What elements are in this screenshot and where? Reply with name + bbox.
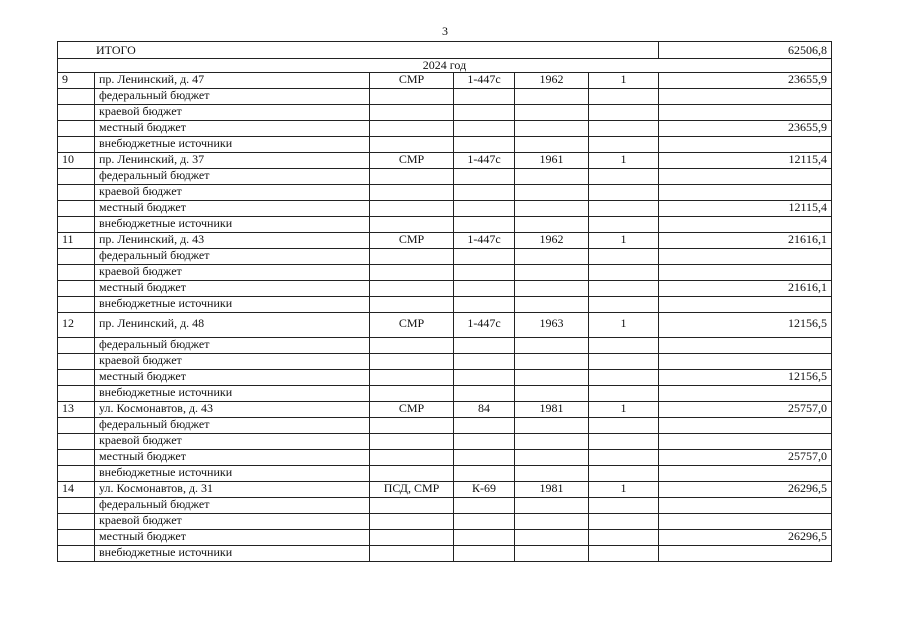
empty-cell bbox=[370, 450, 454, 466]
empty-cell bbox=[58, 450, 95, 466]
empty-cell bbox=[515, 105, 589, 121]
budget-amount: 12115,4 bbox=[659, 201, 832, 217]
empty-cell bbox=[454, 338, 515, 354]
budget-source: местный бюджет bbox=[95, 281, 370, 297]
budget-amount bbox=[659, 498, 832, 514]
empty-cell bbox=[589, 169, 659, 185]
budget-amount: 23655,9 bbox=[659, 121, 832, 137]
budget-source: внебюджетные источники bbox=[95, 546, 370, 562]
object-count: 1 bbox=[589, 153, 659, 169]
object-row bbox=[58, 402, 832, 418]
year-header-row bbox=[58, 59, 832, 73]
empty-cell bbox=[589, 201, 659, 217]
budget-amount bbox=[659, 249, 832, 265]
empty-cell bbox=[454, 249, 515, 265]
budget-amount bbox=[659, 354, 832, 370]
building-series: 1-447с bbox=[454, 153, 515, 169]
empty-cell bbox=[589, 217, 659, 233]
empty-cell bbox=[58, 338, 95, 354]
budget-row bbox=[58, 201, 832, 217]
work-type: СМР bbox=[370, 313, 454, 338]
object-count: 1 bbox=[589, 73, 659, 89]
building-series: К-69 bbox=[454, 482, 515, 498]
budget-source: краевой бюджет bbox=[95, 265, 370, 281]
empty-cell bbox=[589, 281, 659, 297]
budget-row bbox=[58, 89, 832, 105]
empty-cell bbox=[58, 546, 95, 562]
empty-cell bbox=[58, 514, 95, 530]
empty-cell bbox=[370, 105, 454, 121]
build-year: 1962 bbox=[515, 233, 589, 249]
budget-row bbox=[58, 249, 832, 265]
budget-row bbox=[58, 498, 832, 514]
empty-cell bbox=[589, 297, 659, 313]
empty-cell bbox=[515, 546, 589, 562]
budget-amount bbox=[659, 434, 832, 450]
empty-cell bbox=[589, 434, 659, 450]
object-count: 1 bbox=[589, 482, 659, 498]
empty-cell bbox=[370, 265, 454, 281]
empty-cell bbox=[454, 418, 515, 434]
object-address: пр. Ленинский, д. 43 bbox=[95, 233, 370, 249]
empty-cell bbox=[589, 89, 659, 105]
object-amount: 12156,5 bbox=[659, 313, 832, 338]
budget-row bbox=[58, 137, 832, 153]
build-year: 1981 bbox=[515, 402, 589, 418]
empty-cell bbox=[58, 137, 95, 153]
year-header: 2024 год bbox=[58, 59, 832, 73]
building-series: 84 bbox=[454, 402, 515, 418]
budget-source: местный бюджет bbox=[95, 530, 370, 546]
object-row bbox=[58, 482, 832, 498]
empty-cell bbox=[454, 185, 515, 201]
empty-cell bbox=[58, 530, 95, 546]
build-year: 1963 bbox=[515, 313, 589, 338]
object-number: 14 bbox=[58, 482, 95, 498]
work-type: ПСД, СМР bbox=[370, 482, 454, 498]
budget-row bbox=[58, 530, 832, 546]
object-amount: 12115,4 bbox=[659, 153, 832, 169]
budget-source: внебюджетные источники bbox=[95, 217, 370, 233]
empty-cell bbox=[589, 338, 659, 354]
budget-amount bbox=[659, 338, 832, 354]
empty-cell bbox=[589, 546, 659, 562]
budget-row bbox=[58, 105, 832, 121]
empty-cell bbox=[370, 546, 454, 562]
empty-cell bbox=[370, 514, 454, 530]
budget-amount bbox=[659, 105, 832, 121]
empty-cell bbox=[370, 217, 454, 233]
budget-source: федеральный бюджет bbox=[95, 249, 370, 265]
empty-cell bbox=[589, 137, 659, 153]
build-year: 1962 bbox=[515, 73, 589, 89]
empty-cell bbox=[515, 297, 589, 313]
budget-amount bbox=[659, 217, 832, 233]
empty-cell bbox=[454, 281, 515, 297]
total-amount: 62506,8 bbox=[659, 42, 832, 59]
empty-cell bbox=[370, 137, 454, 153]
empty-cell bbox=[58, 121, 95, 137]
budget-source: краевой бюджет bbox=[95, 434, 370, 450]
empty-cell bbox=[515, 185, 589, 201]
budget-source: внебюджетные источники bbox=[95, 137, 370, 153]
object-address: пр. Ленинский, д. 37 bbox=[95, 153, 370, 169]
empty-cell bbox=[370, 185, 454, 201]
empty-cell bbox=[454, 466, 515, 482]
building-series: 1-447с bbox=[454, 233, 515, 249]
empty-cell bbox=[454, 297, 515, 313]
empty-cell bbox=[515, 249, 589, 265]
total-label: ИТОГО bbox=[58, 42, 659, 59]
budget-amount bbox=[659, 418, 832, 434]
building-series: 1-447с bbox=[454, 73, 515, 89]
budget-row bbox=[58, 169, 832, 185]
budget-row bbox=[58, 217, 832, 233]
budget-source: федеральный бюджет bbox=[95, 89, 370, 105]
budget-row bbox=[58, 121, 832, 137]
empty-cell bbox=[58, 105, 95, 121]
budget-source: местный бюджет bbox=[95, 370, 370, 386]
empty-cell bbox=[370, 434, 454, 450]
empty-cell bbox=[454, 370, 515, 386]
budget-source: внебюджетные источники bbox=[95, 466, 370, 482]
budget-row bbox=[58, 297, 832, 313]
budget-amount bbox=[659, 89, 832, 105]
empty-cell bbox=[370, 370, 454, 386]
empty-cell bbox=[515, 514, 589, 530]
empty-cell bbox=[454, 546, 515, 562]
object-amount: 26296,5 bbox=[659, 482, 832, 498]
object-row bbox=[58, 233, 832, 249]
empty-cell bbox=[370, 498, 454, 514]
empty-cell bbox=[589, 370, 659, 386]
work-type: СМР bbox=[370, 153, 454, 169]
empty-cell bbox=[589, 249, 659, 265]
empty-cell bbox=[370, 297, 454, 313]
empty-cell bbox=[58, 169, 95, 185]
object-number: 12 bbox=[58, 313, 95, 338]
empty-cell bbox=[58, 217, 95, 233]
empty-cell bbox=[370, 466, 454, 482]
budget-row bbox=[58, 354, 832, 370]
budget-source: краевой бюджет bbox=[95, 105, 370, 121]
empty-cell bbox=[589, 386, 659, 402]
empty-cell bbox=[515, 466, 589, 482]
empty-cell bbox=[454, 121, 515, 137]
empty-cell bbox=[589, 354, 659, 370]
empty-cell bbox=[515, 338, 589, 354]
empty-cell bbox=[454, 434, 515, 450]
budget-row bbox=[58, 338, 832, 354]
empty-cell bbox=[515, 201, 589, 217]
object-number: 13 bbox=[58, 402, 95, 418]
budget-source: федеральный бюджет bbox=[95, 498, 370, 514]
object-amount: 23655,9 bbox=[659, 73, 832, 89]
object-address: пр. Ленинский, д. 48 bbox=[95, 313, 370, 338]
budget-source: краевой бюджет bbox=[95, 185, 370, 201]
empty-cell bbox=[589, 450, 659, 466]
budget-row bbox=[58, 514, 832, 530]
empty-cell bbox=[454, 514, 515, 530]
empty-cell bbox=[515, 169, 589, 185]
page-number: 3 bbox=[442, 24, 448, 38]
empty-cell bbox=[454, 386, 515, 402]
build-year: 1961 bbox=[515, 153, 589, 169]
budget-amount: 21616,1 bbox=[659, 281, 832, 297]
empty-cell bbox=[370, 418, 454, 434]
budget-amount bbox=[659, 297, 832, 313]
empty-cell bbox=[370, 354, 454, 370]
empty-cell bbox=[58, 434, 95, 450]
budget-amount bbox=[659, 546, 832, 562]
empty-cell bbox=[515, 89, 589, 105]
budget-amount: 12156,5 bbox=[659, 370, 832, 386]
empty-cell bbox=[589, 185, 659, 201]
build-year: 1981 bbox=[515, 482, 589, 498]
empty-cell bbox=[370, 249, 454, 265]
object-row bbox=[58, 313, 832, 338]
object-count: 1 bbox=[589, 313, 659, 338]
budget-amount bbox=[659, 386, 832, 402]
empty-cell bbox=[589, 105, 659, 121]
empty-cell bbox=[370, 338, 454, 354]
empty-cell bbox=[515, 217, 589, 233]
total-row bbox=[58, 42, 832, 59]
budget-source: местный бюджет bbox=[95, 201, 370, 217]
empty-cell bbox=[589, 121, 659, 137]
repair-schedule-table bbox=[57, 41, 832, 562]
budget-source: краевой бюджет bbox=[95, 354, 370, 370]
object-count: 1 bbox=[589, 233, 659, 249]
object-number: 11 bbox=[58, 233, 95, 249]
empty-cell bbox=[515, 498, 589, 514]
budget-row bbox=[58, 450, 832, 466]
empty-cell bbox=[370, 530, 454, 546]
empty-cell bbox=[370, 281, 454, 297]
budget-row bbox=[58, 281, 832, 297]
empty-cell bbox=[58, 498, 95, 514]
budget-amount: 26296,5 bbox=[659, 530, 832, 546]
object-number: 9 bbox=[58, 73, 95, 89]
empty-cell bbox=[58, 89, 95, 105]
empty-cell bbox=[515, 121, 589, 137]
empty-cell bbox=[589, 466, 659, 482]
object-address: пр. Ленинский, д. 47 bbox=[95, 73, 370, 89]
empty-cell bbox=[58, 370, 95, 386]
budget-source: федеральный бюджет bbox=[95, 418, 370, 434]
empty-cell bbox=[589, 418, 659, 434]
object-address: ул. Космонавтов, д. 31 bbox=[95, 482, 370, 498]
budget-row bbox=[58, 386, 832, 402]
budget-amount bbox=[659, 185, 832, 201]
budget-source: внебюджетные источники bbox=[95, 297, 370, 313]
empty-cell bbox=[454, 105, 515, 121]
empty-cell bbox=[515, 434, 589, 450]
empty-cell bbox=[454, 354, 515, 370]
empty-cell bbox=[589, 265, 659, 281]
empty-cell bbox=[58, 466, 95, 482]
empty-cell bbox=[515, 281, 589, 297]
empty-cell bbox=[454, 530, 515, 546]
empty-cell bbox=[454, 201, 515, 217]
budget-amount bbox=[659, 514, 832, 530]
budget-source: федеральный бюджет bbox=[95, 338, 370, 354]
empty-cell bbox=[454, 217, 515, 233]
empty-cell bbox=[454, 498, 515, 514]
empty-cell bbox=[515, 265, 589, 281]
empty-cell bbox=[515, 530, 589, 546]
empty-cell bbox=[454, 137, 515, 153]
empty-cell bbox=[58, 418, 95, 434]
empty-cell bbox=[589, 498, 659, 514]
budget-row bbox=[58, 370, 832, 386]
object-row bbox=[58, 73, 832, 89]
empty-cell bbox=[370, 169, 454, 185]
budget-amount bbox=[659, 265, 832, 281]
empty-cell bbox=[515, 137, 589, 153]
object-amount: 21616,1 bbox=[659, 233, 832, 249]
empty-cell bbox=[58, 201, 95, 217]
work-type: СМР bbox=[370, 402, 454, 418]
budget-source: местный бюджет bbox=[95, 121, 370, 137]
empty-cell bbox=[589, 514, 659, 530]
empty-cell bbox=[515, 450, 589, 466]
empty-cell bbox=[58, 281, 95, 297]
budget-amount bbox=[659, 137, 832, 153]
empty-cell bbox=[58, 265, 95, 281]
budget-source: внебюджетные источники bbox=[95, 386, 370, 402]
empty-cell bbox=[58, 354, 95, 370]
empty-cell bbox=[589, 530, 659, 546]
empty-cell bbox=[515, 418, 589, 434]
empty-cell bbox=[58, 249, 95, 265]
object-row bbox=[58, 153, 832, 169]
empty-cell bbox=[370, 89, 454, 105]
empty-cell bbox=[515, 354, 589, 370]
budget-row bbox=[58, 418, 832, 434]
budget-row bbox=[58, 185, 832, 201]
budget-row bbox=[58, 546, 832, 562]
empty-cell bbox=[58, 185, 95, 201]
budget-row bbox=[58, 265, 832, 281]
budget-amount bbox=[659, 169, 832, 185]
empty-cell bbox=[58, 297, 95, 313]
budget-amount: 25757,0 bbox=[659, 450, 832, 466]
object-number: 10 bbox=[58, 153, 95, 169]
empty-cell bbox=[370, 121, 454, 137]
budget-row bbox=[58, 434, 832, 450]
budget-source: краевой бюджет bbox=[95, 514, 370, 530]
object-address: ул. Космонавтов, д. 43 bbox=[95, 402, 370, 418]
empty-cell bbox=[454, 89, 515, 105]
budget-row bbox=[58, 466, 832, 482]
empty-cell bbox=[370, 386, 454, 402]
work-type: СМР bbox=[370, 73, 454, 89]
empty-cell bbox=[454, 265, 515, 281]
empty-cell bbox=[515, 386, 589, 402]
budget-amount bbox=[659, 466, 832, 482]
budget-source: местный бюджет bbox=[95, 450, 370, 466]
empty-cell bbox=[515, 370, 589, 386]
empty-cell bbox=[370, 201, 454, 217]
building-series: 1-447с bbox=[454, 313, 515, 338]
empty-cell bbox=[58, 386, 95, 402]
work-type: СМР bbox=[370, 233, 454, 249]
budget-source: федеральный бюджет bbox=[95, 169, 370, 185]
object-count: 1 bbox=[589, 402, 659, 418]
object-amount: 25757,0 bbox=[659, 402, 832, 418]
empty-cell bbox=[454, 169, 515, 185]
empty-cell bbox=[454, 450, 515, 466]
